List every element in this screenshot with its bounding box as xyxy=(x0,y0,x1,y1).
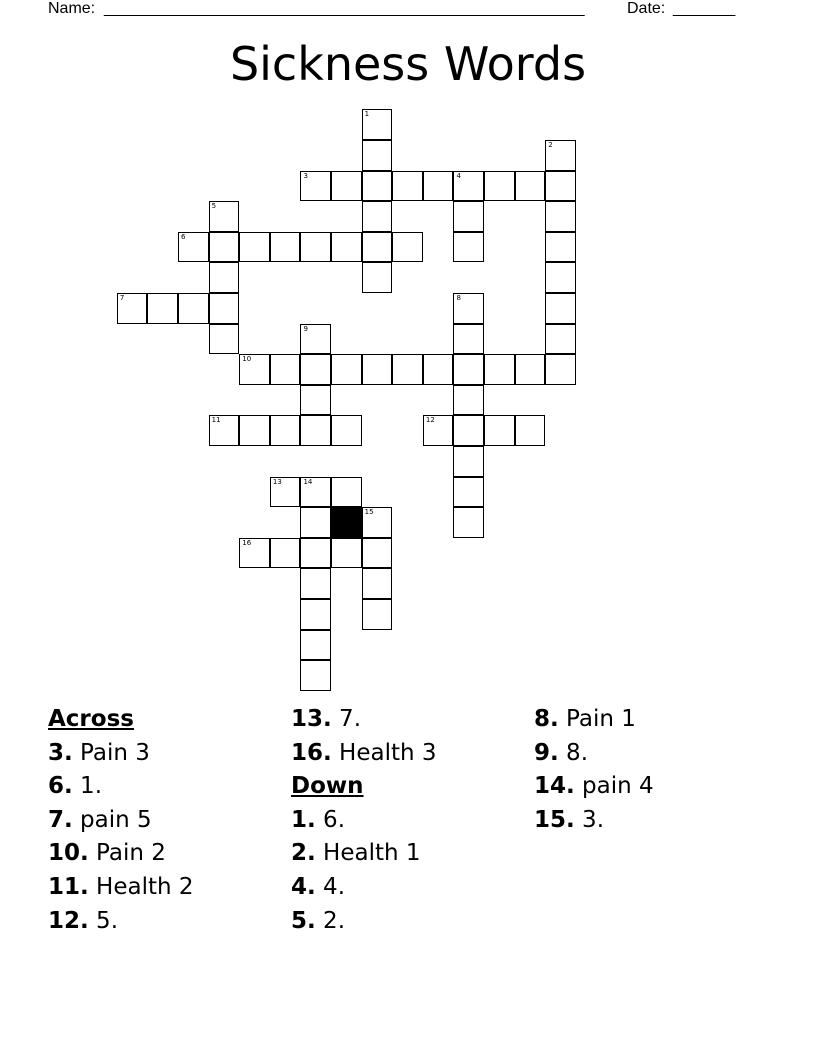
grid-cell[interactable] xyxy=(331,232,362,263)
grid-cell[interactable] xyxy=(545,171,576,202)
grid-cell[interactable] xyxy=(545,354,576,385)
grid-cell[interactable] xyxy=(423,171,454,202)
grid-cell[interactable] xyxy=(545,232,576,263)
clue-number-label: 7. xyxy=(48,806,73,833)
grid-cell[interactable] xyxy=(300,385,331,416)
grid-cell[interactable] xyxy=(362,262,393,293)
grid-cell[interactable] xyxy=(209,262,240,293)
grid-cell[interactable] xyxy=(453,385,484,416)
clue-item xyxy=(48,737,194,771)
clue-heading xyxy=(48,703,194,737)
grid-cell[interactable] xyxy=(300,507,331,538)
clue-text: 6. xyxy=(315,806,346,833)
grid-cell[interactable] xyxy=(300,660,331,691)
grid-cell[interactable] xyxy=(453,354,484,385)
grid-cell[interactable] xyxy=(331,538,362,569)
grid-cell[interactable] xyxy=(545,324,576,355)
clue-number: 8 xyxy=(456,293,461,302)
clue-number-label: 4. xyxy=(291,873,316,900)
grid-cell[interactable] xyxy=(453,293,484,324)
grid-cell[interactable] xyxy=(484,354,515,385)
grid-cell[interactable] xyxy=(453,477,484,508)
clue-text: 5. xyxy=(88,907,119,934)
clue-item xyxy=(534,804,654,838)
grid-cell[interactable] xyxy=(209,415,240,446)
clue-text: Pain 2 xyxy=(88,840,166,867)
grid-cell[interactable] xyxy=(362,568,393,599)
grid-cell[interactable] xyxy=(300,477,331,508)
clue-text: Health 3 xyxy=(331,739,437,766)
clue-number: 5 xyxy=(211,202,217,211)
grid-cell[interactable] xyxy=(545,201,576,232)
grid-cell[interactable] xyxy=(300,599,331,630)
page-title: Sickness Words xyxy=(229,37,587,91)
grid-cell[interactable] xyxy=(331,354,362,385)
grid-cell[interactable] xyxy=(300,232,331,263)
clue-item xyxy=(48,871,194,905)
date-blank-line[interactable]: _______ xyxy=(673,0,736,17)
clue-text: 3. xyxy=(574,806,605,833)
clue-item xyxy=(48,804,194,838)
grid-cell[interactable] xyxy=(545,262,576,293)
clue-column-1 xyxy=(48,703,194,938)
grid-cell[interactable] xyxy=(270,538,301,569)
grid-cell[interactable] xyxy=(362,538,393,569)
clue-item xyxy=(48,837,194,871)
heading-text: Across xyxy=(48,706,134,732)
date-label: Date: xyxy=(627,0,666,17)
clue-number: 6 xyxy=(181,232,186,241)
grid-cell[interactable] xyxy=(362,171,393,202)
clue-number: 16 xyxy=(242,538,252,547)
clue-number-label: 9. xyxy=(534,739,559,766)
clue-text: Health 1 xyxy=(315,840,421,867)
clue-number-label: 8. xyxy=(534,706,559,732)
grid-cell[interactable] xyxy=(362,599,393,630)
clue-number-label: 5. xyxy=(291,907,316,934)
grid-cell[interactable] xyxy=(239,354,270,385)
grid-cell[interactable] xyxy=(147,293,178,324)
grid-cell[interactable] xyxy=(362,507,393,538)
clue-text: 4. xyxy=(315,873,346,900)
grid-cell[interactable] xyxy=(453,507,484,538)
clue-number-label: 14. xyxy=(534,773,575,800)
grid-cell[interactable] xyxy=(362,201,393,232)
grid-cell[interactable] xyxy=(270,354,301,385)
grid-cell[interactable] xyxy=(270,477,301,508)
grid-cell[interactable] xyxy=(392,171,423,202)
clue-item xyxy=(48,770,194,804)
grid-cell[interactable] xyxy=(178,232,209,263)
grid-cell[interactable] xyxy=(300,568,331,599)
grid-cell[interactable] xyxy=(300,415,331,446)
clue-item xyxy=(291,837,437,871)
grid-cell[interactable] xyxy=(239,538,270,569)
grid-cell[interactable] xyxy=(209,232,240,263)
clue-number-label: 2. xyxy=(291,840,316,867)
grid-cell[interactable] xyxy=(300,324,331,355)
name-label: Name: xyxy=(48,0,96,17)
grid-cell[interactable] xyxy=(331,171,362,202)
grid-cell[interactable] xyxy=(117,293,148,324)
clue-number-label: 13. xyxy=(291,706,332,732)
grid-cell[interactable] xyxy=(239,232,270,263)
clue-number-label: 1. xyxy=(291,806,316,833)
clue-text: 7. xyxy=(331,706,362,732)
grid-cell[interactable] xyxy=(545,293,576,324)
grid-cell[interactable] xyxy=(453,415,484,446)
clue-text: Health 2 xyxy=(88,873,194,900)
clue-number: 4 xyxy=(456,171,461,180)
grid-cell[interactable] xyxy=(270,232,301,263)
grid-cell[interactable] xyxy=(423,415,454,446)
blocked-cell xyxy=(331,507,362,538)
grid-cell[interactable] xyxy=(362,232,393,263)
clue-text: pain 5 xyxy=(72,806,152,833)
grid-cell[interactable] xyxy=(453,324,484,355)
grid-cell[interactable] xyxy=(331,477,362,508)
clue-number: 11 xyxy=(211,416,221,425)
grid-cell[interactable] xyxy=(270,415,301,446)
grid-cell[interactable] xyxy=(209,324,240,355)
clue-item xyxy=(291,871,437,905)
grid-cell[interactable] xyxy=(362,140,393,171)
clue-number: 15 xyxy=(364,508,374,517)
clue-number-label: 11. xyxy=(48,873,89,900)
heading-text: Down xyxy=(291,773,364,800)
grid-cell[interactable] xyxy=(515,354,546,385)
clue-text: 2. xyxy=(315,907,346,934)
grid-cell[interactable] xyxy=(392,354,423,385)
clue-item xyxy=(534,770,654,804)
grid-cell[interactable] xyxy=(453,201,484,232)
clue-item xyxy=(48,905,194,939)
clue-number: 12 xyxy=(425,416,435,425)
clue-text: pain 4 xyxy=(574,773,654,800)
grid-cell[interactable] xyxy=(300,630,331,661)
clue-item xyxy=(291,804,437,838)
grid-cell[interactable] xyxy=(484,415,515,446)
grid-cell[interactable] xyxy=(239,415,270,446)
grid-cell[interactable] xyxy=(484,171,515,202)
clue-number-label: 10. xyxy=(48,840,89,867)
clue-item xyxy=(291,905,437,939)
grid-cell[interactable] xyxy=(300,354,331,385)
grid-cell[interactable] xyxy=(362,109,393,140)
clue-number: 9 xyxy=(303,324,308,333)
clue-number: 3 xyxy=(303,171,308,180)
grid-cell[interactable] xyxy=(209,293,240,324)
grid-cell[interactable] xyxy=(392,232,423,263)
clue-number-label: 3. xyxy=(48,739,73,766)
clue-text: 8. xyxy=(558,739,589,766)
clue-item xyxy=(291,703,437,737)
clue-column-3 xyxy=(534,703,654,837)
grid-cell[interactable] xyxy=(453,232,484,263)
clue-number: 2 xyxy=(548,140,553,149)
clue-number-label: 12. xyxy=(48,907,89,934)
clue-item xyxy=(534,737,654,771)
clue-number: 10 xyxy=(242,355,252,364)
grid-cell[interactable] xyxy=(331,415,362,446)
clue-column-2 xyxy=(291,703,437,938)
grid-cell[interactable] xyxy=(515,415,546,446)
clue-number-label: 6. xyxy=(48,773,73,800)
grid-cell[interactable] xyxy=(453,446,484,477)
clue-item xyxy=(291,737,437,771)
clue-heading xyxy=(291,770,437,804)
clue-number: 14 xyxy=(303,477,313,486)
grid-cell[interactable] xyxy=(300,171,331,202)
grid-cell[interactable] xyxy=(545,140,576,171)
clue-number: 13 xyxy=(272,477,282,486)
clue-number: 1 xyxy=(364,110,370,119)
grid-cell[interactable] xyxy=(178,293,209,324)
clue-number: 7 xyxy=(119,293,125,302)
clue-number-label: 15. xyxy=(534,806,575,833)
clue-text: 1. xyxy=(72,773,103,800)
grid-cell[interactable] xyxy=(300,538,331,569)
clue-text: Pain 1 xyxy=(558,706,636,732)
grid-cell[interactable] xyxy=(515,171,546,202)
name-blank-line[interactable]: ______________________________________________________ xyxy=(104,0,585,17)
clue-text: Pain 3 xyxy=(72,739,150,766)
grid-cell[interactable] xyxy=(209,201,240,232)
grid-cell[interactable] xyxy=(453,171,484,202)
grid-cell[interactable] xyxy=(362,354,393,385)
grid-cell[interactable] xyxy=(423,354,454,385)
clue-item xyxy=(534,703,654,737)
clue-number-label: 16. xyxy=(291,739,332,766)
